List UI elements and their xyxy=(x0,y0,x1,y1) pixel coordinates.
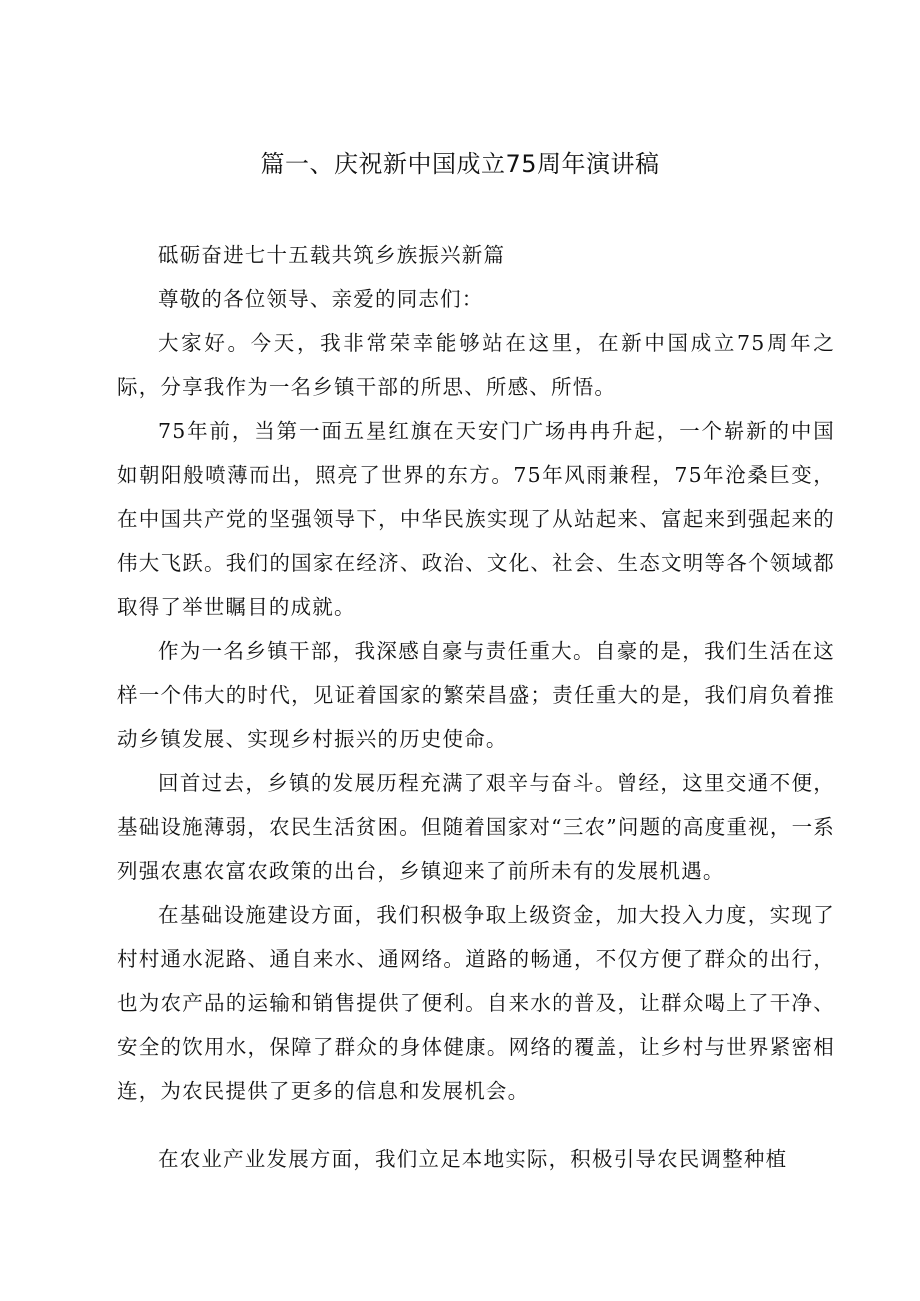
paragraph-responsibility: 作为一名乡镇干部，我深感自豪与责任重大。自豪的是，我们生活在这样一个伟大的时代，见证着国家的繁荣昌盛；责任重大的是，我们肩负着推动乡镇发展、实现乡村振兴的历史使命。 xyxy=(117,639,835,751)
paragraph-review: 回首过去，乡镇的发展历程充满了艰辛与奋斗。曾经，这里交通不便，基础设施薄弱，农民生活贫困。但随着国家对“三农”问题的高度重视，一系列强农惠农富农政策的出台，乡镇迎来了前所未有的发展机遇。 xyxy=(117,771,835,883)
salutation: 尊敬的各位领导、亲爱的同志们： xyxy=(158,287,484,311)
document-title: 篇一、庆祝新中国成立75周年演讲稿 xyxy=(260,150,660,178)
paragraph-history: 75年前，当第一面五星红旗在天安门广场冉冉升起，一个崭新的中国如朝阳般喷薄而出，照亮了世界的东方。75年风雨兼程，75年沧桑巨变，在中国共产党的坚强领导下，中华民族实现了从站起来、富起来到强起来的伟大飞跃。我们的国家在经济、政治、文化、社会、生态文明等各个领域都取得了举世瞩目的成就。 xyxy=(117,419,835,619)
document-body xyxy=(117,233,835,1181)
paragraph-agriculture: 在农业产业发展方面，我们立足本地实际，积极引导农民调整种植 xyxy=(158,1147,788,1171)
speech-subtitle: 砥砺奋进七十五载共筑乡族振兴新篇 xyxy=(158,243,506,267)
paragraph-infrastructure: 在基础设施建设方面，我们积极争取上级资金，加大投入力度，实现了村村通水泥路、通自来水、通网络。道路的畅通，不仅方便了群众的出行，也为农产品的运输和销售提供了便利。自来水的普及，让群众喝上了干净、安全的饮用水，保障了群众的身体健康。网络的覆盖，让乡村与世界紧密相连，为农民提供了更多的信息和发展机会。 xyxy=(117,903,835,1103)
paragraph-greeting: 大家好。今天，我非常荣幸能够站在这里，在新中国成立75周年之际，分享我作为一名乡镇干部的所思、所感、所悟。 xyxy=(117,331,835,399)
